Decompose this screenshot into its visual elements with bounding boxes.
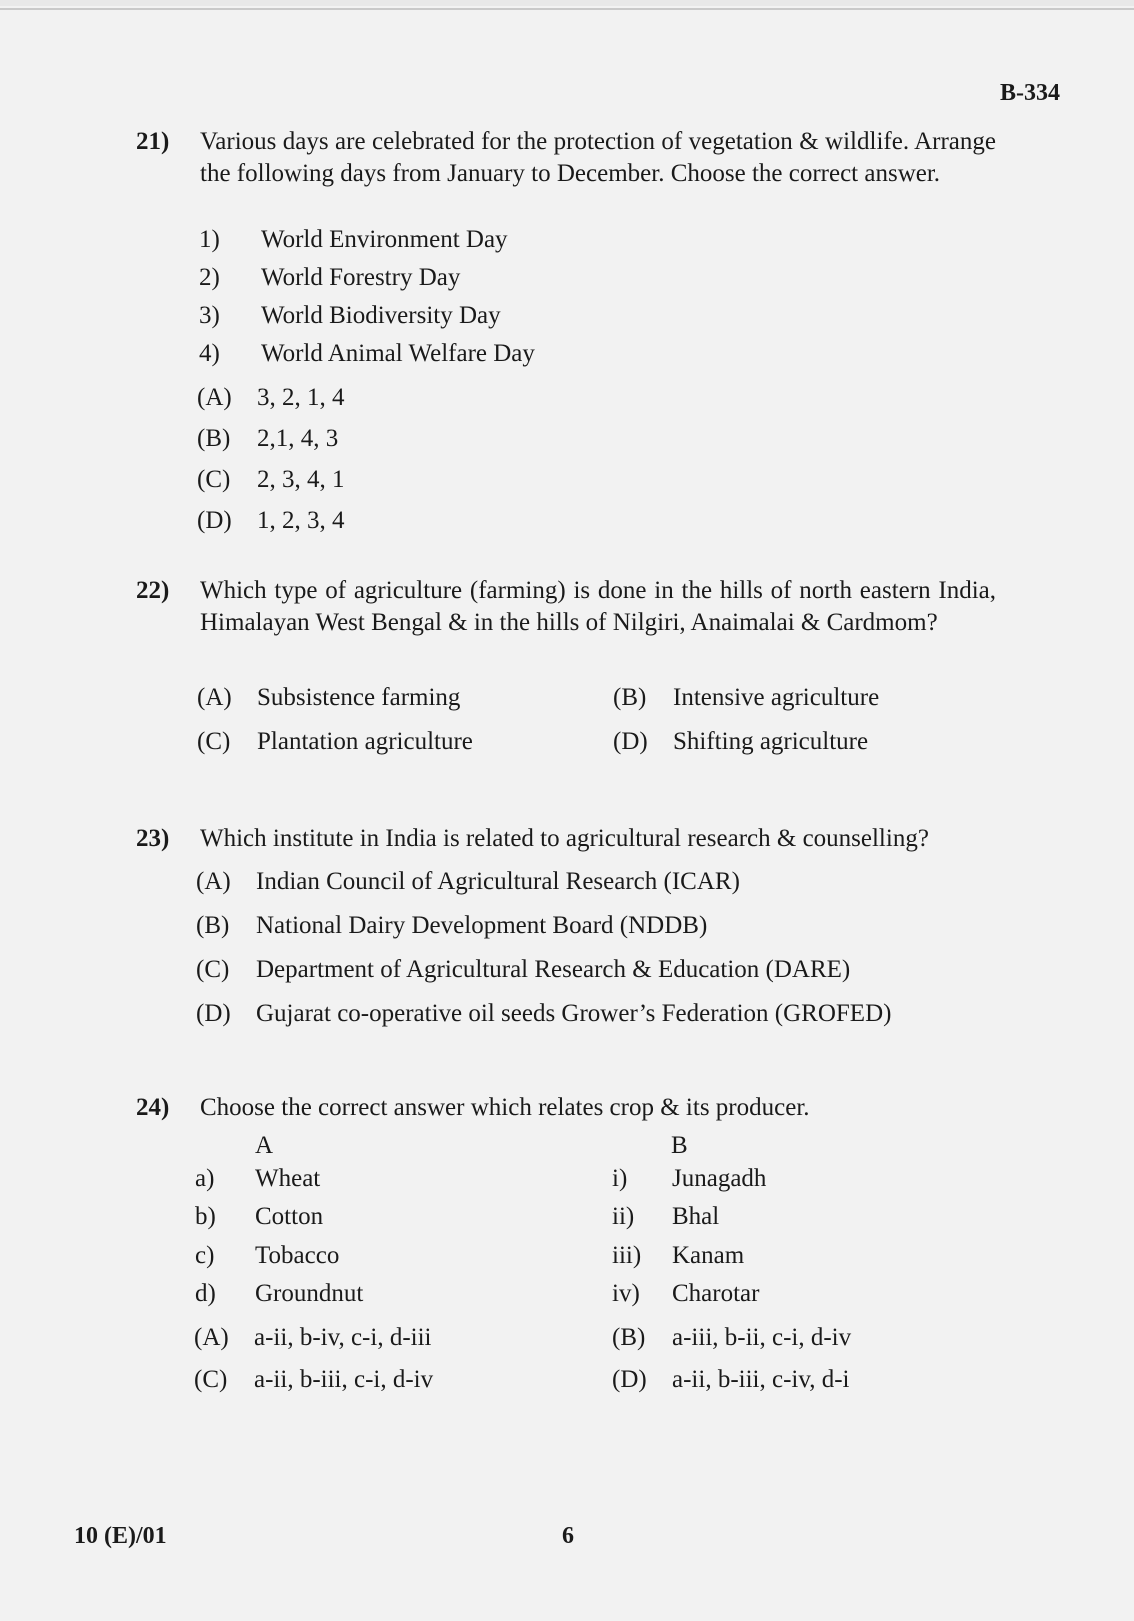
- match-left-item: d) Groundnut: [195, 1280, 364, 1307]
- answer-option: (C) 2, 3, 4, 1: [197, 466, 345, 493]
- answer-option: (B) a-iii, b-ii, c-i, d-iv: [612, 1324, 852, 1351]
- answer-option: (B) 2,1, 4, 3: [197, 425, 339, 452]
- footer-paper-id: 10 (E)/01: [74, 1523, 167, 1549]
- question-number: 21): [136, 128, 170, 155]
- question-number: 23): [136, 825, 170, 852]
- match-right-item: i) Junagadh: [612, 1165, 767, 1192]
- match-left-item: b) Cotton: [195, 1203, 324, 1230]
- match-right-item: iii) Kanam: [612, 1242, 745, 1269]
- question-text: Which type of agriculture (farming) is done in the hills of north eastern India, Himalayan West Bengal & in the hills of Nilgiri, Anaimalai & Cardmom?: [200, 577, 996, 636]
- answer-option: (D) Shifting agriculture: [613, 728, 869, 755]
- answer-option: (C) Plantation agriculture: [197, 728, 473, 755]
- answer-option: (D) 1, 2, 3, 4: [197, 507, 345, 534]
- match-left-item: c) Tobacco: [195, 1242, 340, 1269]
- answer-option: (A) Indian Council of Agricultural Research (ICAR): [196, 868, 740, 895]
- question-text: Various days are celebrated for the protection of vegetation & wildlife. Arrange the following days from January to December. Choose the correct answer.: [200, 128, 996, 187]
- question-21: [136, 126, 996, 190]
- question-24: [136, 1092, 996, 1124]
- answer-option: (C) a-ii, b-iii, c-i, d-iv: [194, 1366, 434, 1393]
- page-number: 6: [562, 1523, 574, 1549]
- match-right-item: iv) Charotar: [612, 1280, 760, 1307]
- question-23: [136, 823, 996, 855]
- paper-code: B-334: [1000, 80, 1060, 106]
- question-text: Which institute in India is related to agricultural research & counselling?: [200, 825, 929, 852]
- match-right-item: ii) Bhal: [612, 1203, 720, 1230]
- answer-option: (D) Gujarat co-operative oil seeds Grower’s Federation (GROFED): [196, 1000, 892, 1027]
- list-item: 3) World Biodiversity Day: [199, 302, 501, 329]
- question-text: Choose the correct answer which relates crop & its producer.: [200, 1094, 810, 1121]
- scan-edge: [0, 0, 1134, 6]
- question-number: 22): [136, 577, 170, 604]
- answer-option: (A) 3, 2, 1, 4: [197, 384, 345, 411]
- scan-edge-line: [0, 8, 1134, 10]
- answer-option: (C) Department of Agricultural Research & Education (DARE): [196, 956, 851, 983]
- question-22: [136, 575, 996, 639]
- answer-option: (D) a-ii, b-iii, c-iv, d-i: [612, 1366, 850, 1393]
- column-a-heading: A: [255, 1132, 274, 1159]
- answer-option: (B) Intensive agriculture: [613, 684, 880, 711]
- list-item: 4) World Animal Welfare Day: [199, 340, 535, 367]
- match-left-item: a) Wheat: [195, 1165, 321, 1192]
- answer-option: (A) Subsistence farming: [197, 684, 461, 711]
- answer-option: (A) a-ii, b-iv, c-i, d-iii: [194, 1324, 432, 1351]
- answer-option: (B) National Dairy Development Board (NDDB): [196, 912, 708, 939]
- column-b-heading: B: [671, 1132, 688, 1159]
- question-number: 24): [136, 1094, 170, 1121]
- list-item: 2) World Forestry Day: [199, 264, 461, 291]
- list-item: 1) World Environment Day: [199, 226, 508, 253]
